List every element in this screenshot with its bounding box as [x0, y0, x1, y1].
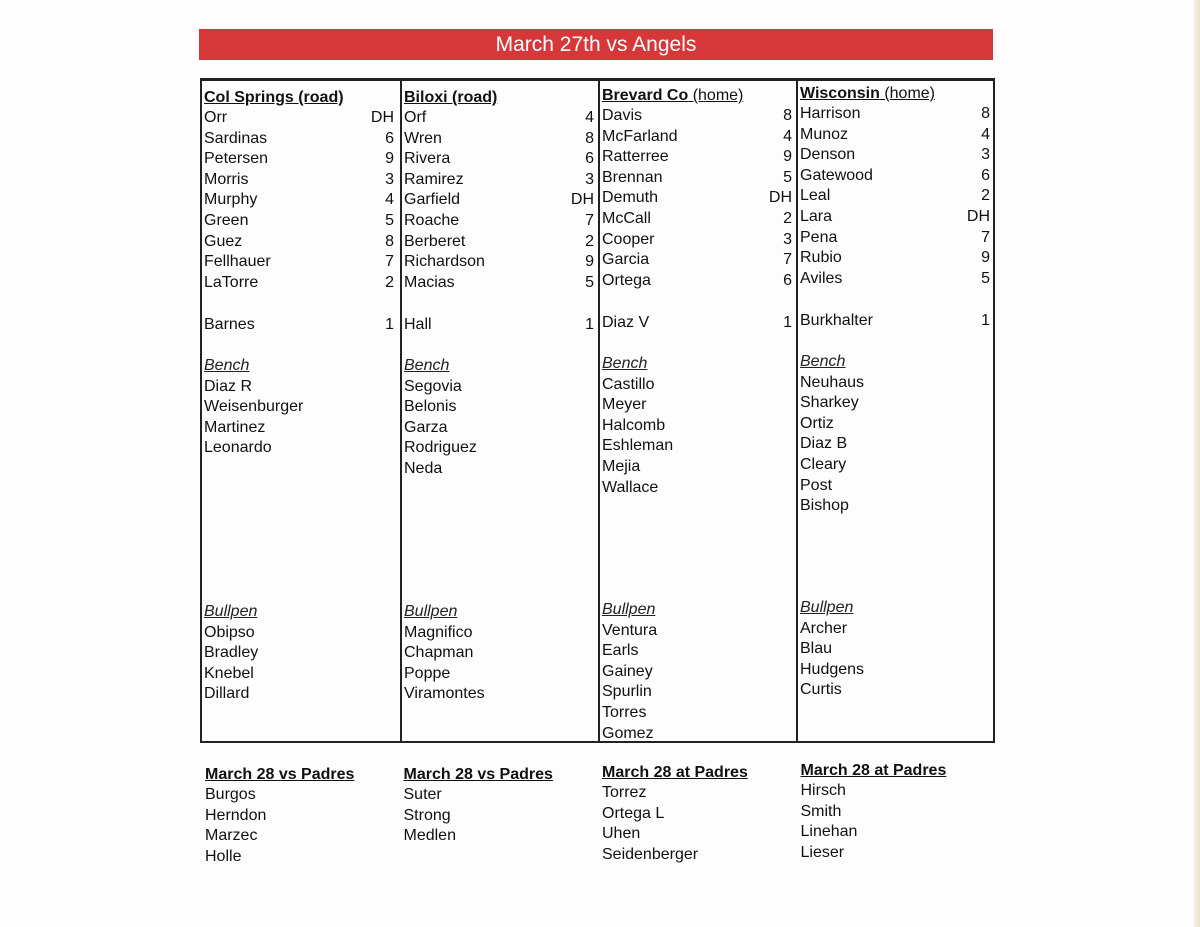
- bullpen-player: Dillard: [204, 685, 250, 703]
- team-column: [796, 81, 996, 741]
- bullpen-player: Magnifico: [404, 623, 473, 641]
- player-name: Berberet: [404, 232, 466, 250]
- position: 1: [585, 316, 594, 333]
- position: 4: [385, 191, 394, 209]
- lineup-row: [202, 170, 400, 191]
- position: 7: [585, 211, 594, 229]
- bullpen-label-text: Bullpen: [404, 603, 458, 620]
- next-day-player: Herndon: [205, 806, 267, 824]
- bench: [202, 356, 400, 459]
- bullpen: [600, 600, 798, 744]
- player-name: Gatewood: [800, 166, 873, 184]
- position: 3: [385, 170, 394, 188]
- bench-player: Ortiz: [800, 414, 834, 432]
- lineup-row: [202, 108, 400, 129]
- lineup-row: [202, 129, 400, 150]
- lineup-row: [798, 104, 996, 125]
- bench-player: Diaz R: [204, 377, 253, 395]
- bullpen-player: Knebel: [204, 664, 254, 682]
- position: 8: [385, 232, 394, 250]
- player-name: Pena: [800, 228, 838, 246]
- lineup: [600, 106, 798, 291]
- player-name: Brennan: [602, 168, 663, 186]
- bench-player: Neda: [404, 459, 443, 477]
- lineup-row: [798, 186, 996, 207]
- team-header: [602, 87, 743, 105]
- lineup-row: [202, 232, 400, 253]
- player-name: Hall: [404, 316, 432, 333]
- position: 1: [783, 314, 792, 331]
- position: DH: [966, 207, 990, 225]
- team-column: [598, 81, 798, 741]
- position: 5: [385, 211, 394, 229]
- position: 5: [585, 273, 594, 291]
- position: 3: [981, 146, 990, 164]
- player-name: Sardinas: [204, 129, 268, 147]
- bench-label-text: Bench: [800, 353, 846, 370]
- bench-player: Halcomb: [602, 416, 666, 434]
- bench: [402, 356, 600, 480]
- bullpen-player: Archer: [800, 619, 848, 637]
- bullpen-player: Bradley: [204, 644, 259, 662]
- starting-pitcher: [402, 315, 600, 336]
- bullpen-label: [600, 600, 798, 621]
- player-name: Orf: [404, 109, 427, 126]
- next-day-player: Medlen: [403, 827, 456, 845]
- team-name: Biloxi (road): [404, 89, 498, 106]
- player-name: Roache: [404, 211, 460, 229]
- bullpen-player: Blau: [800, 640, 833, 658]
- next-day-player: Marzec: [205, 827, 258, 845]
- lineup-row: [402, 273, 600, 294]
- player-name: Macias: [404, 273, 455, 291]
- bullpen-player: Torres: [602, 703, 647, 721]
- player-name: Davis: [602, 107, 643, 124]
- position: 9: [783, 148, 792, 166]
- position: 8: [981, 105, 990, 122]
- bench-label: [600, 354, 798, 375]
- lineup-row: [202, 252, 400, 273]
- next-day-heading: March 28 at Padres: [602, 764, 748, 781]
- player-name: Leal: [800, 187, 831, 205]
- next-day-player: Linehan: [800, 823, 858, 841]
- lineup-row: [798, 125, 996, 146]
- next-day-player: Torrez: [602, 784, 647, 801]
- team-header: [204, 89, 344, 107]
- next-day-player: Seidenberger: [602, 845, 699, 863]
- position: 1: [385, 316, 394, 333]
- position: 3: [783, 230, 792, 248]
- lineup-row: [600, 250, 798, 271]
- bench-player: Post: [800, 476, 833, 494]
- team-name: Wisconsin: [800, 85, 880, 102]
- player-name: Orr: [204, 109, 228, 126]
- next-day-player: Uhen: [602, 825, 641, 843]
- pitcher-row: [600, 313, 798, 334]
- lineup-row: [202, 149, 400, 170]
- lineup: [202, 108, 400, 293]
- next-day-heading: March 28 vs Padres: [403, 766, 553, 783]
- lineup-row: [202, 190, 400, 211]
- bench-label-text: Bench: [404, 357, 450, 374]
- next-day-group: [205, 764, 354, 867]
- position: 4: [981, 125, 990, 143]
- bullpen-label: [798, 598, 996, 619]
- position: 3: [585, 170, 594, 188]
- player-name: Lara: [800, 207, 833, 225]
- team-venue: (home): [688, 87, 744, 104]
- next-day-heading: March 28 vs Padres: [205, 766, 355, 783]
- bench-player: Sharkey: [800, 394, 859, 412]
- player-name: Petersen: [204, 150, 269, 168]
- lineup-row: [600, 147, 798, 168]
- bullpen: [402, 602, 600, 705]
- player-name: Diaz V: [602, 314, 650, 331]
- lineup-row: [798, 228, 996, 249]
- lineup-row: [402, 129, 600, 150]
- starting-pitcher: [202, 315, 400, 336]
- bullpen-label: [402, 602, 600, 623]
- position: DH: [570, 191, 594, 209]
- position: DH: [370, 109, 394, 126]
- player-name: Wren: [404, 129, 442, 147]
- lineup-row: [798, 207, 996, 228]
- position: 2: [585, 232, 594, 250]
- position: 7: [981, 228, 990, 246]
- bench: [600, 354, 798, 498]
- player-name: Denson: [800, 146, 856, 164]
- bench-player: Bishop: [800, 497, 849, 515]
- next-day-player: Smith: [800, 802, 842, 820]
- page-title: March 27th vs Angels: [199, 29, 993, 60]
- team-column: [202, 81, 400, 741]
- bullpen-label-text: Bullpen: [602, 601, 656, 618]
- bench-label: [798, 352, 996, 373]
- bullpen-player: Gainey: [602, 662, 653, 680]
- bullpen-player: Poppe: [404, 664, 451, 682]
- bullpen-player: Earls: [602, 642, 639, 660]
- player-name: Rubio: [800, 249, 842, 267]
- starting-pitcher: [600, 313, 798, 334]
- bench-player: Garza: [404, 418, 448, 436]
- bench-player: Castillo: [602, 375, 655, 393]
- bullpen-player: Hudgens: [800, 660, 865, 678]
- bench-player: Neuhaus: [800, 373, 865, 391]
- position: 6: [783, 271, 792, 289]
- player-name: Demuth: [602, 189, 659, 207]
- team-name: Col Springs (road): [204, 89, 344, 106]
- player-name: Ramirez: [404, 170, 464, 188]
- lineup-row: [798, 145, 996, 166]
- bullpen-player: Chapman: [404, 644, 474, 662]
- next-day-player: Hirsch: [800, 782, 846, 799]
- team-name: Brevard Co: [602, 87, 689, 104]
- team-venue: (home): [879, 85, 935, 102]
- roster-table: [200, 78, 995, 743]
- lineup-row: [600, 106, 798, 127]
- bullpen-player: Curtis: [800, 681, 842, 699]
- lineup-row: [402, 211, 600, 232]
- player-name: Garcia: [602, 251, 650, 269]
- player-name: Guez: [204, 232, 243, 250]
- lineup-row: [600, 230, 798, 251]
- player-name: Aviles: [800, 269, 843, 287]
- player-name: Rivera: [404, 150, 451, 168]
- pitcher-row: [798, 311, 996, 332]
- team-header: [800, 85, 935, 103]
- player-name: Green: [204, 211, 249, 229]
- page-edge: [1194, 0, 1200, 927]
- position: 4: [585, 109, 594, 126]
- next-day-player: Burgos: [205, 786, 256, 803]
- lineup-row: [402, 190, 600, 211]
- lineup-row: [798, 269, 996, 290]
- player-name: McFarland: [602, 127, 678, 145]
- player-name: Murphy: [204, 191, 258, 209]
- lineup: [798, 104, 996, 289]
- lineup-row: [798, 166, 996, 187]
- position: 8: [585, 129, 594, 147]
- bullpen-player: Viramontes: [404, 685, 485, 703]
- player-name: Garfield: [404, 191, 461, 209]
- next-day-player: Ortega L: [602, 804, 665, 822]
- position: 5: [783, 168, 792, 186]
- bullpen-player: Gomez: [602, 724, 654, 742]
- position: 9: [385, 150, 394, 168]
- bench-label-text: Bench: [602, 355, 648, 372]
- player-name: Cooper: [602, 230, 655, 248]
- lineup: [402, 108, 600, 293]
- next-day-player: Holle: [205, 847, 242, 865]
- lineup-row: [402, 170, 600, 191]
- bench-player: Segovia: [404, 377, 462, 395]
- pitcher-row: [402, 315, 600, 336]
- lineup-row: [600, 188, 798, 209]
- next-day-player: Lieser: [800, 843, 845, 861]
- position: 9: [981, 249, 990, 267]
- position: 6: [585, 150, 594, 168]
- starting-pitcher: [798, 311, 996, 332]
- player-name: Harrison: [800, 105, 861, 122]
- position: 1: [981, 312, 990, 329]
- bench-player: Cleary: [800, 455, 847, 473]
- lineup-row: [402, 149, 600, 170]
- player-name: Barnes: [204, 316, 255, 333]
- lineup-row: [600, 209, 798, 230]
- lineup-row: [402, 232, 600, 253]
- position: 2: [783, 209, 792, 227]
- bullpen-label-text: Bullpen: [800, 599, 854, 616]
- next-day-group: [801, 760, 947, 863]
- lineup-row: [202, 273, 400, 294]
- bench: [798, 352, 996, 517]
- position: 7: [385, 253, 394, 271]
- lineup-row: [600, 127, 798, 148]
- bench-label: [202, 356, 400, 377]
- position: 2: [385, 273, 394, 291]
- player-name: Ratterree: [602, 148, 669, 166]
- position: 6: [385, 129, 394, 147]
- player-name: Burkhalter: [800, 312, 873, 329]
- bench-player: Meyer: [602, 396, 647, 414]
- position: 2: [981, 187, 990, 205]
- lineup-row: [798, 248, 996, 269]
- next-day-heading: March 28 at Padres: [800, 762, 947, 779]
- team-column: [400, 81, 600, 741]
- position: 6: [981, 166, 990, 184]
- position: 5: [981, 269, 990, 287]
- position: 7: [783, 251, 792, 269]
- lineup-row: [402, 108, 600, 129]
- bench-player: Weisenburger: [204, 398, 304, 416]
- bench-label-text: Bench: [204, 357, 250, 374]
- bench-player: Belonis: [404, 398, 457, 416]
- next-day-player: Strong: [403, 806, 451, 824]
- position: 8: [783, 107, 792, 124]
- position: 4: [783, 127, 792, 145]
- next-day-group: [602, 762, 748, 865]
- bullpen: [202, 602, 400, 705]
- bench-player: Rodriguez: [404, 439, 477, 457]
- player-name: Fellhauer: [204, 253, 271, 271]
- bench-player: Diaz B: [800, 435, 848, 453]
- team-header: [404, 89, 497, 107]
- player-name: Richardson: [404, 253, 485, 271]
- bullpen: [798, 598, 996, 701]
- pitcher-row: [202, 315, 400, 336]
- player-name: LaTorre: [204, 273, 259, 291]
- player-name: Morris: [204, 170, 249, 188]
- bench-player: Eshleman: [602, 437, 674, 455]
- position: DH: [768, 189, 792, 207]
- lineup-row: [600, 168, 798, 189]
- lineup-row: [202, 211, 400, 232]
- lineup-row: [600, 271, 798, 292]
- bench-player: Mejia: [602, 457, 641, 475]
- bullpen-player: Obipso: [204, 623, 255, 641]
- bullpen-player: Ventura: [602, 621, 658, 639]
- bench-player: Martinez: [204, 418, 266, 436]
- bullpen-label-text: Bullpen: [204, 603, 258, 620]
- bench-player: Leonardo: [204, 439, 272, 457]
- lineup-row: [402, 252, 600, 273]
- next-day-group: [404, 764, 553, 847]
- player-name: Ortega: [602, 271, 651, 289]
- bench-player: Wallace: [602, 478, 659, 496]
- player-name: McCall: [602, 209, 651, 227]
- bench-label: [402, 356, 600, 377]
- position: 9: [585, 253, 594, 271]
- next-day-player: Suter: [403, 786, 442, 803]
- bullpen-label: [202, 602, 400, 623]
- player-name: Munoz: [800, 125, 849, 143]
- bullpen-player: Spurlin: [602, 683, 652, 701]
